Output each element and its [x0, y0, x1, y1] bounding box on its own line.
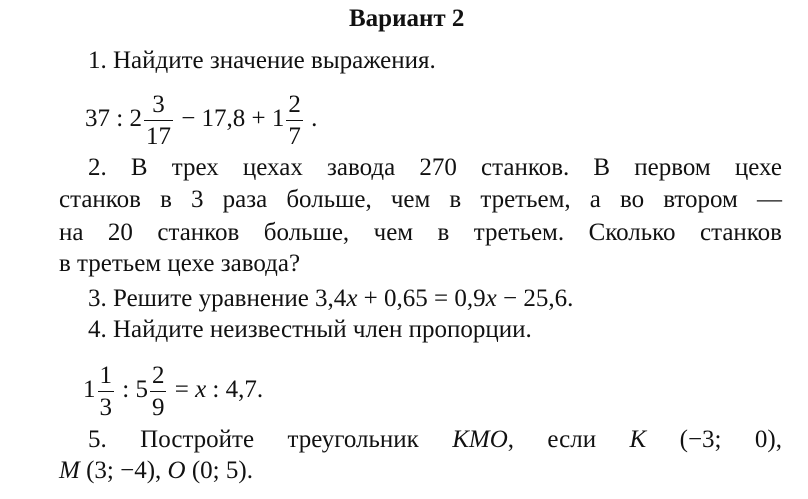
task-2-line-3: на 20 станков больше, чем в третьем. Сколько станков [59, 219, 782, 246]
task-5-part: (−3; 0), [646, 426, 782, 453]
task-2-line-4: в третьем цехе завода? [59, 250, 301, 277]
expr-part: − 17,8 + 1 [174, 105, 285, 133]
task-5-part: 5. Постройте треугольник [88, 426, 453, 453]
task-2-line-2: станков в 3 раза больше, чем в третьем, а во втором — [59, 186, 782, 213]
expr-part: 37 : 2 [85, 105, 142, 133]
task-3-part: 3. Решите уравнение 3,4 [88, 285, 347, 312]
task-5-part: (0; 5). [185, 457, 253, 484]
task-3-part: − 25,6. [496, 285, 574, 312]
task-5-part: (3; −4), [79, 457, 168, 484]
task-3-part: + 0,65 = 0,9 [357, 285, 486, 312]
point-o: O [167, 457, 186, 484]
variable-x: x [346, 285, 358, 312]
denominator: 9 [151, 394, 165, 421]
task-2-line-1: 2. В трех цехах завода 270 станков. В первом цехе [88, 154, 782, 181]
expr-part: = [168, 376, 196, 404]
task-5-part: , если [507, 426, 630, 453]
task-1-expression [85, 92, 317, 149]
denominator: 3 [99, 394, 112, 421]
denominator: 7 [288, 123, 301, 150]
fraction [150, 363, 167, 420]
expr-part: 1 [83, 376, 96, 404]
triangle-name: KMO [452, 426, 508, 453]
numerator: 2 [150, 363, 167, 392]
fraction [98, 363, 115, 420]
task-1-text: 1. Найдите значение выражения. [88, 47, 436, 74]
page-title: Вариант 2 [349, 5, 465, 32]
expr-part: . [304, 105, 318, 133]
task-5-line-1 [88, 425, 782, 455]
task-4-text: 4. Найдите неизвестный член пропорции. [88, 316, 532, 343]
task-4-expression [83, 363, 263, 420]
point-m: M [59, 457, 80, 484]
point-k: K [629, 426, 647, 453]
fraction [286, 92, 303, 149]
task-3-text [88, 284, 573, 314]
variable-x: x [195, 376, 207, 404]
expr-part: : 4,7. [206, 376, 264, 404]
numerator: 2 [286, 92, 303, 121]
numerator: 1 [98, 363, 115, 392]
numerator: 3 [144, 92, 173, 121]
denominator: 17 [145, 123, 171, 150]
fraction [144, 92, 173, 149]
task-5-line-2 [59, 456, 253, 486]
variable-x: x [485, 285, 497, 312]
expr-part: : 5 [116, 376, 148, 404]
